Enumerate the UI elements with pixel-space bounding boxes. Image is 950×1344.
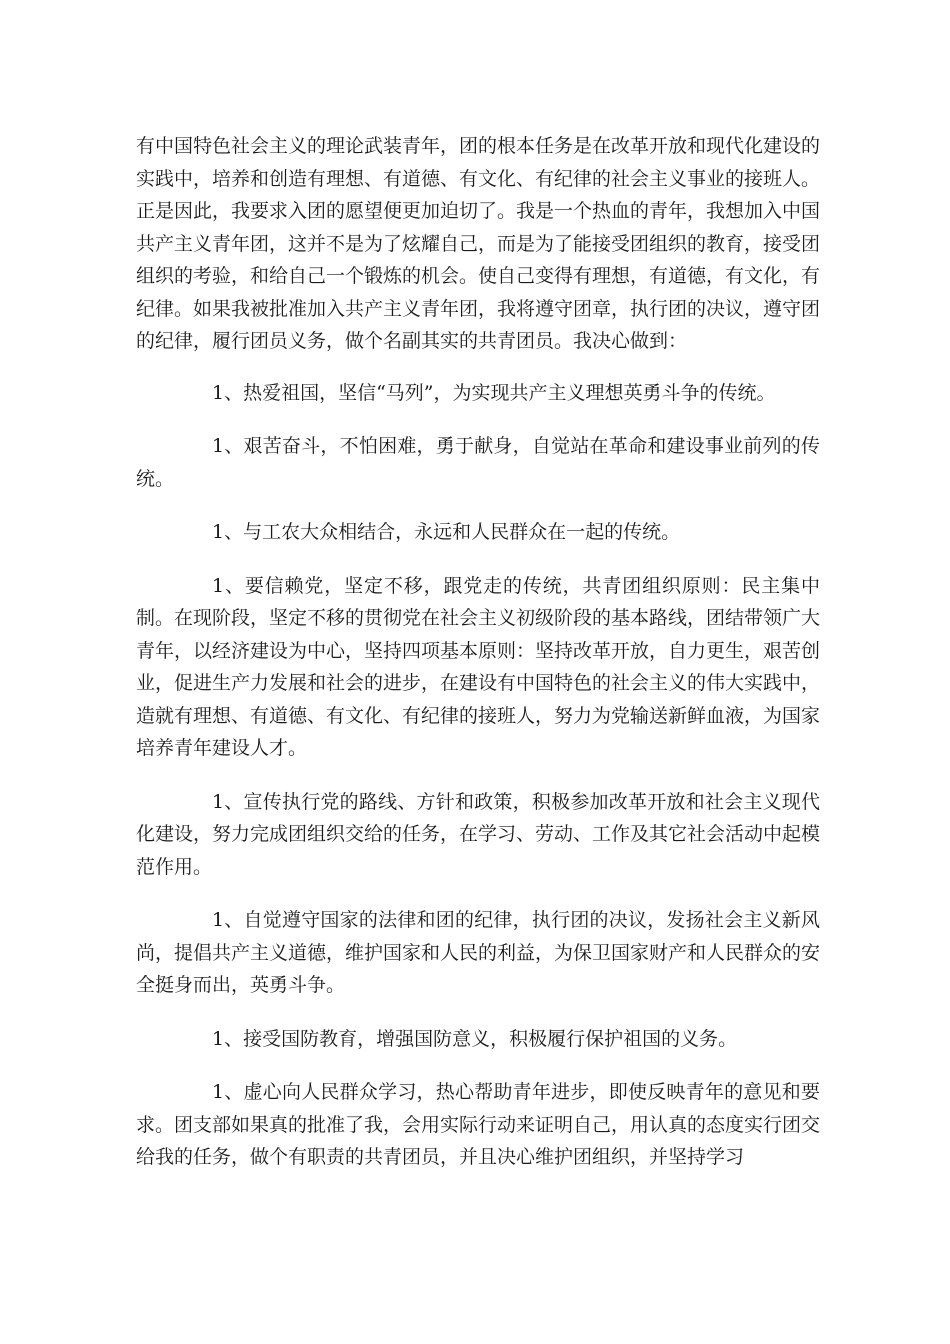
paragraph-item-1: 1、热爱祖国，坚信“马列”，为实现共产主义理想英勇斗争的传统。	[212, 381, 776, 404]
paragraph-item-5: 1、宣传执行党的路线、方针和政策，积极参加改革开放和社会主义现代化建设，努力完成团组织交给的任务，在学习、劳动、工作及其它社会活动中起模范作用。	[136, 790, 821, 878]
paragraph-item-2: 1、艰苦奋斗，不怕困难，勇于献身，自觉站在革命和建设事业前列的传统。	[136, 435, 820, 490]
paragraph-item-3: 1、与工农大众相结合，永远和人民群众在一起的传统。	[212, 521, 681, 543]
document-body	[136, 130, 820, 1195]
paragraph-item-4: 1、要信赖党，坚定不移，跟党走的传统，共青团组织原则：民主集中制。在现阶段，坚定不移的贯彻党在社会主义初级阶段的基本路线，团结带领广大青年，以经济建设为中心，坚持四项基本原则：坚持改革开放，自力更生，艰苦创业，促进生产力发展和社会的进步，在建设有中国特色的社会主义的伟大实践中，造就有理想、有道德、有文化、有纪律的接班人，努力为党输送新鲜血液，为国家培养青年建设人才。	[136, 574, 821, 759]
paragraph-item-7: 1、接受国防教育，增强国防意义，积极履行保护祖国的义务。	[212, 1027, 738, 1050]
paragraph-item-8: 1、虚心向人民群众学习，热心帮助青年进步，即使反映青年的意见和要求。团支部如果真的批准了我，会用实际行动来证明自己，用认真的态度实行团交给我的任务，做个有职责的共青团员，并且决心维护团组织，并坚持学习	[136, 1081, 821, 1168]
paragraph-item-6: 1、自觉遵守国家的法律和团的纪律，执行团的决议，发扬社会主义新风尚，提倡共产主义道德，维护国家和人民的利益，为保卫国家财产和人民群众的安全挺身而出，英勇斗争。	[136, 909, 821, 996]
paragraph-intro: 有中国特色社会主义的理论武装青年，团的根本任务是在改革开放和现代化建设的实践中，培养和创造有理想、有道德、有文化、有纪律的社会主义事业的接班人。正是因此，我要求入团的愿望便更加迫切了。我是一个热血的青年，我想加入中国共产主义青年团，这并不是为了炫耀自己，而是为了能接受团组织的教育，接受团组织的考验，和给自己一个锻炼的机会。使自己变得有理想，有道德，有文化，有纪律。如果我被批准加入共产主义青年团，我将遵守团章，执行团的决议，遵守团的纪律，履行团员义务，做个名副其实的共青团员。我决心做到：	[136, 135, 821, 352]
